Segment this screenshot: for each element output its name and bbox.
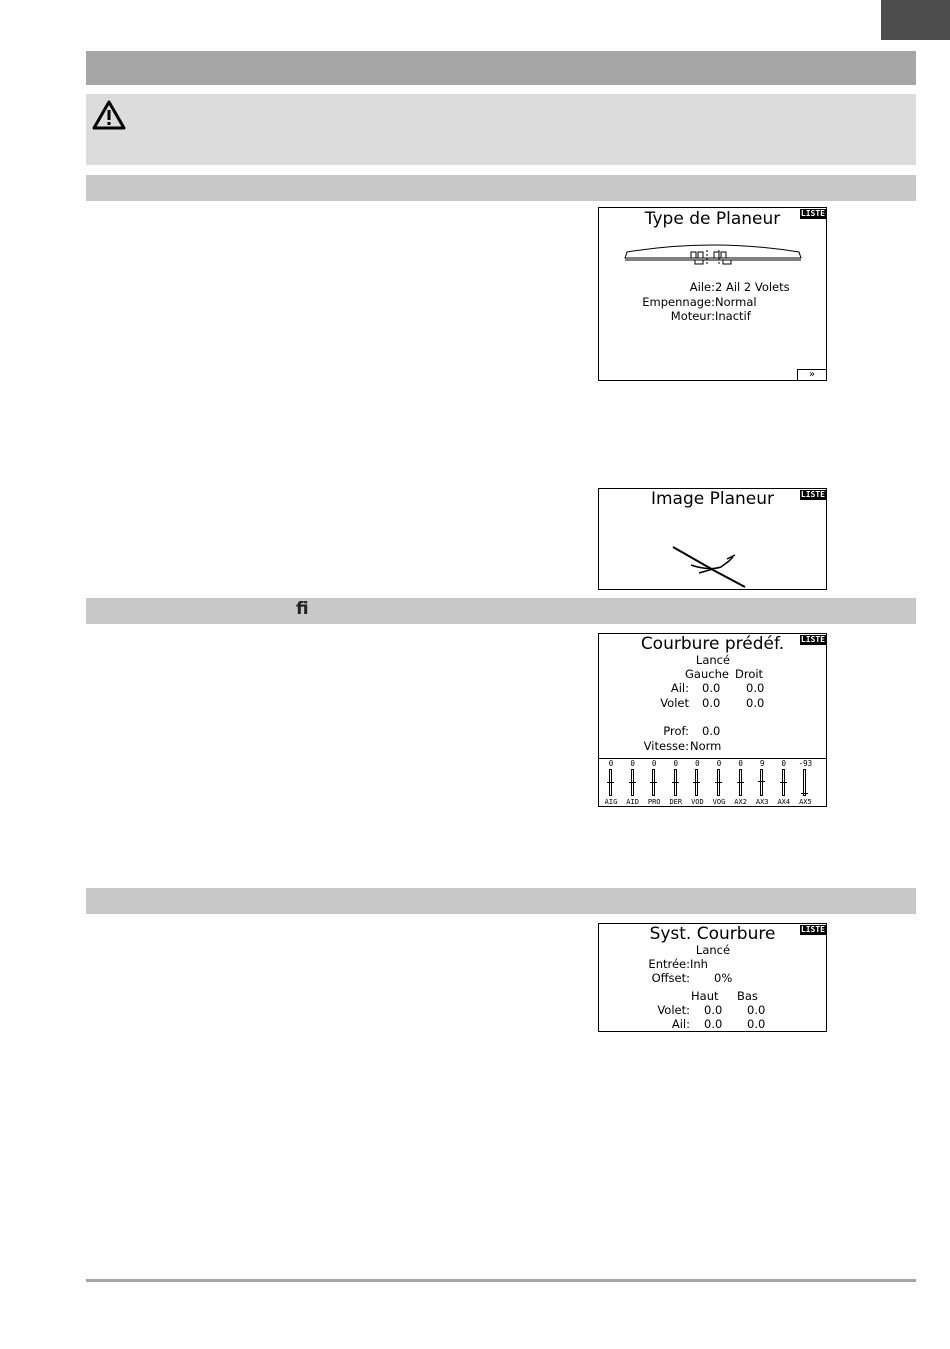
page-title-bar (86, 51, 916, 85)
ail-droit-value[interactable]: 0.0 (746, 681, 765, 695)
channel-label: DER (669, 798, 683, 806)
volet-gauche-value[interactable]: 0.0 (702, 696, 721, 710)
section-bar-courbure (86, 598, 916, 624)
channel-bar-marker (715, 782, 722, 783)
channel-bar-ax2 (731, 760, 751, 806)
screen-title: Syst. Courbure (649, 924, 776, 944)
channel-value: 0 (630, 759, 635, 768)
channel-value: 0 (673, 759, 679, 768)
vitesse-value[interactable]: Norm (690, 739, 722, 753)
ail-label: Ail: (670, 681, 689, 695)
next-page-button[interactable]: » (797, 369, 826, 380)
channel-value: 0 (608, 759, 614, 768)
col-haut: Haut (691, 989, 719, 1003)
channel-bar-marker (758, 781, 765, 782)
entree-value[interactable]: Inh (690, 957, 708, 971)
channel-bar-der (666, 760, 686, 806)
offset-label: Offset: (651, 971, 690, 985)
footer-line (86, 1279, 916, 1282)
volet-label: Volet: (657, 1003, 690, 1017)
ail-haut-value[interactable]: 0.0 (704, 1017, 723, 1031)
channel-monitor (601, 760, 825, 806)
section-bar-type-de-planeur (86, 175, 916, 201)
channel-bar-ax4 (774, 760, 794, 806)
channel-bar-aid (623, 760, 643, 806)
liste-badge[interactable]: LISTE (800, 490, 825, 499)
channel-label: VOG (712, 798, 726, 806)
screen-title: Image Planeur (650, 489, 775, 509)
channel-bar-marker (693, 782, 700, 783)
aile-label: Aile: (689, 280, 715, 294)
empennage-value[interactable]: Normal (715, 295, 757, 309)
channel-value: 0 (781, 759, 787, 768)
prof-value[interactable]: 0.0 (702, 724, 721, 738)
moteur-label: Moteur: (670, 309, 715, 323)
channel-bar-marker (650, 782, 657, 783)
channel-bar-marker (629, 782, 636, 783)
volet-bas-value[interactable]: 0.0 (747, 1003, 766, 1017)
screen-courbure-predef (598, 633, 827, 807)
channel-bar-marker (607, 782, 614, 783)
aile-value[interactable]: 2 Ail 2 Volets (715, 280, 790, 294)
channel-value: 0 (651, 759, 657, 768)
liste-badge[interactable]: LISTE (800, 209, 825, 218)
channel-value: 9 (759, 759, 765, 768)
offset-value[interactable]: 0% (714, 971, 733, 985)
channel-label: AX4 (777, 798, 791, 806)
channel-label: AX5 (799, 798, 812, 806)
channel-bar-ax5 (795, 760, 815, 806)
channel-label: PRO (647, 798, 661, 806)
channel-bar-vod (687, 760, 707, 806)
warning-box (86, 94, 916, 165)
channel-value: 0 (695, 759, 700, 768)
section-bar-syst-courbure (86, 888, 916, 914)
channel-label: AX3 (755, 798, 769, 806)
ail-label: Ail: (671, 1017, 690, 1031)
vitesse-label: Vitesse: (643, 739, 689, 753)
channel-label: VOD (691, 798, 704, 806)
col-gauche: Gauche (685, 667, 729, 681)
volet-label: Volet (660, 696, 689, 710)
liste-badge[interactable]: LISTE (800, 635, 825, 644)
channel-label: AID (626, 798, 639, 806)
channel-bar-marker (801, 793, 808, 794)
section-special-char: fi (296, 599, 309, 619)
channel-label: AX2 (734, 798, 747, 806)
empennage-label: Empennage: (642, 295, 715, 309)
channel-value: 0 (738, 759, 743, 768)
channel-bar-pro (644, 760, 664, 806)
channel-bar-track (803, 769, 806, 796)
channel-bar-ax3 (752, 760, 772, 806)
channel-value: 0 (716, 759, 722, 768)
channel-bar-aig (601, 760, 621, 806)
channel-bar-marker (737, 782, 744, 783)
screen-title: Type de Planeur (644, 209, 781, 229)
volet-haut-value[interactable]: 0.0 (704, 1003, 723, 1017)
flight-mode: Lancé (695, 943, 731, 957)
channel-value: -93 (798, 759, 813, 768)
channel-bar-marker (780, 782, 787, 783)
warning-icon (91, 99, 127, 131)
screen-type-de-planeur (598, 207, 827, 381)
flight-mode: Lancé (695, 653, 731, 667)
channel-bar-vog (709, 760, 729, 806)
moteur-value[interactable]: Inactif (715, 309, 751, 323)
glider-wing-diagram (623, 236, 803, 270)
channel-label: AIG (604, 798, 618, 806)
liste-badge[interactable]: LISTE (800, 925, 825, 934)
col-bas: Bas (737, 989, 758, 1003)
channel-bar-marker (672, 782, 679, 783)
screen-image-planeur (598, 488, 827, 590)
ail-gauche-value[interactable]: 0.0 (702, 681, 721, 695)
glider-image-icon (669, 541, 759, 589)
prof-label: Prof: (663, 724, 689, 738)
entree-label: Entrée: (648, 957, 690, 971)
volet-droit-value[interactable]: 0.0 (746, 696, 765, 710)
screen-syst-courbure (598, 923, 827, 1032)
ail-bas-value[interactable]: 0.0 (747, 1017, 766, 1031)
screen-title: Courbure prédéf. (640, 634, 785, 654)
page-corner-tab (881, 0, 950, 40)
channel-bar-track (760, 769, 763, 796)
col-droit: Droit (735, 667, 764, 681)
